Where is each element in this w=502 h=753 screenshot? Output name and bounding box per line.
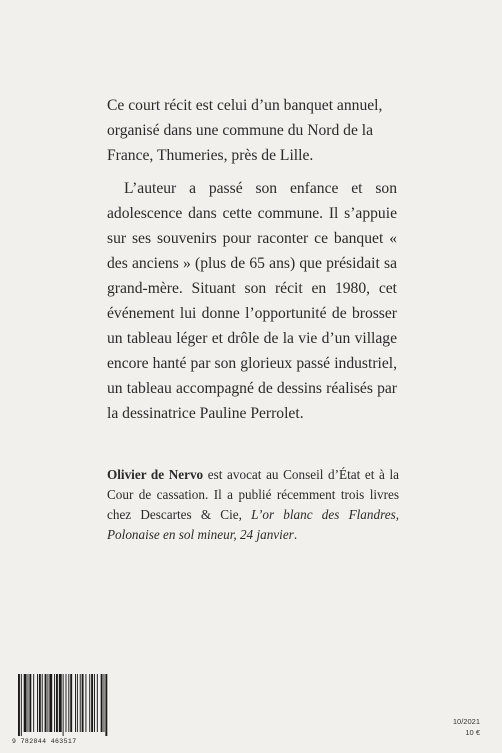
publication-date: 10/2021 xyxy=(452,717,480,726)
barcode-bar xyxy=(42,674,43,732)
author-bio-text: est avocat au Conseil d’État et à la Cour de cassation. Il a publié récemment trois livres chez Descartes & Cie, xyxy=(107,467,399,522)
barcode-bar xyxy=(59,674,62,732)
barcode-bar xyxy=(21,674,22,736)
blurb-paragraph-1: Ce court récit est celui d’un banquet annuel, organisé dans une commune du Nord de la France, Thumeries, près de Lille. xyxy=(107,97,383,164)
barcode-bar xyxy=(39,674,41,732)
barcode-bar xyxy=(94,674,95,732)
barcode-bar xyxy=(105,674,107,736)
barcode-bar xyxy=(77,674,78,732)
barcode-bar xyxy=(82,674,84,732)
blurb-paragraph-2: L’auteur a passé son enfance et son adolescence dans cette commune. Il s’appuie sur ses souvenirs pour raconter ce banquet « des anciens » (plus de 65 ans) que présidait sa grand-mère. Situant son récit en 1980, cet événement lui donne l’opportunité de brosser un tableau léger et drôle de la vie d’un village encore hanté par son glorieux passé industriel, un tableau accompagné de dessins réalisés par la dessinatrice Pauline Perrolet. xyxy=(107,180,397,422)
barcode-bar xyxy=(49,674,52,732)
barcode-bar xyxy=(80,674,81,732)
barcode-bar xyxy=(63,674,64,736)
barcode-bar xyxy=(37,674,38,732)
barcode-bar xyxy=(24,674,27,732)
barcode-bar xyxy=(85,674,86,732)
barcode-bar xyxy=(70,674,72,732)
price-label: 10 € xyxy=(465,728,480,737)
barcode-bar xyxy=(68,674,69,732)
back-cover-blurb xyxy=(107,93,397,426)
isbn-number: 9 782844 463517 xyxy=(12,738,77,745)
barcode-bar xyxy=(47,674,48,732)
barcode-bar xyxy=(56,674,58,732)
book-titles: L’or blanc des Flandres, Polonaise en sol mineur, 24 janvier xyxy=(107,507,399,542)
barcode-bar xyxy=(45,674,47,732)
barcode-bar xyxy=(75,674,76,732)
barcode-bar xyxy=(104,674,105,732)
barcode-bar xyxy=(33,674,34,732)
barcode-bars xyxy=(12,672,132,736)
barcode-bar xyxy=(101,674,103,732)
author-bio-end: . xyxy=(293,527,298,542)
author-name: Olivier de Nervo xyxy=(107,467,204,482)
barcode-bar xyxy=(28,674,29,732)
barcode-bar xyxy=(66,674,67,732)
isbn-barcode xyxy=(12,672,132,750)
barcode-bar xyxy=(29,674,31,732)
publication-meta xyxy=(453,716,480,738)
barcode-bar xyxy=(18,674,20,736)
barcode-bar xyxy=(91,674,93,732)
author-bio xyxy=(107,465,399,545)
barcode-bar xyxy=(54,674,55,732)
barcode-bar xyxy=(89,674,90,732)
barcode-bar xyxy=(97,674,98,732)
